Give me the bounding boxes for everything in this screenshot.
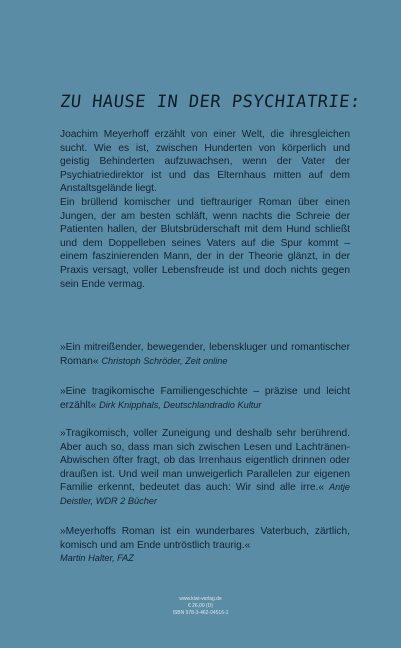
review-quote	[60, 525, 350, 566]
review-quote	[60, 341, 350, 368]
price-label: € 26,00 (D)	[187, 603, 213, 610]
blurb-paragraph-1: Joachim Meyerhoff erzählt von einer Welt, die ihresgleichen sucht. Wie es ist, zwischen Hunderten von körperlich und geistig Behinderten aufzuwachsen, wenn der Vater der Psychiatriedirektor ist und das Elternhaus mitten auf dem Anstaltsgelände liegt.	[60, 129, 350, 195]
quote-source: Dirk Knipphals, Deutschlandradio Kultur	[99, 399, 262, 410]
review-quote	[60, 385, 350, 412]
publisher-imprint	[0, 596, 401, 618]
quote-text: »Tragikomisch, voller Zuneigung und deshalb sehr berührend. Aber auch so, dass man sich zwischen Lesen und Lachtränen-Abwischen öfter fragt, ob das Irrenhaus eigentlich drinnen oder draußen ist. Und weil man unweigerlich Parallelen zur eigenen Familie erkennt, bedeutet das auch: Wir sind alle irre.«	[60, 428, 350, 494]
blurb-paragraph-2: Ein brüllend komischer und tieftrauriger Roman über einen Jungen, der am besten schläft, wenn nachts die Schreie der Patienten hallen, der Blutsbrüderschaft mit dem Hund schließt und dem Doppelleben seines Vaters auf die Spur kommt – einem faszinierenden Mann, der in der Theorie glänzt, in der Praxis versagt, voller Lebensfreude ist und doch nichts gegen sein Ende vermag.	[60, 196, 350, 290]
quote-text: »Meyerhoffs Roman ist ein wunderbares Vaterbuch, zärtlich, komisch und am Ende untröstlich traurig.«	[60, 526, 350, 551]
blurb	[60, 128, 350, 291]
publisher-website: www.kiwi-verlag.de	[179, 596, 222, 602]
review-quote	[60, 427, 350, 509]
quote-source: Martin Halter, FAZ	[60, 553, 134, 564]
quote-source: Christoph Schröder, Zeit online	[101, 355, 228, 366]
isbn-label: ISBN 978-3-462-04516-1	[172, 610, 229, 617]
quote-source: Antje Deistler, WDR 2 Bücher	[60, 482, 350, 506]
quote-text: »Eine tragikomische Familiengeschichte – präzise und leicht erzählt«	[60, 386, 350, 411]
headline: ZU HAUSE IN DER PSYCHIATRIE:	[58, 92, 362, 112]
quote-text: »Ein mitreißender, bewegender, lebenskluger und romantischer Roman«	[60, 342, 350, 367]
